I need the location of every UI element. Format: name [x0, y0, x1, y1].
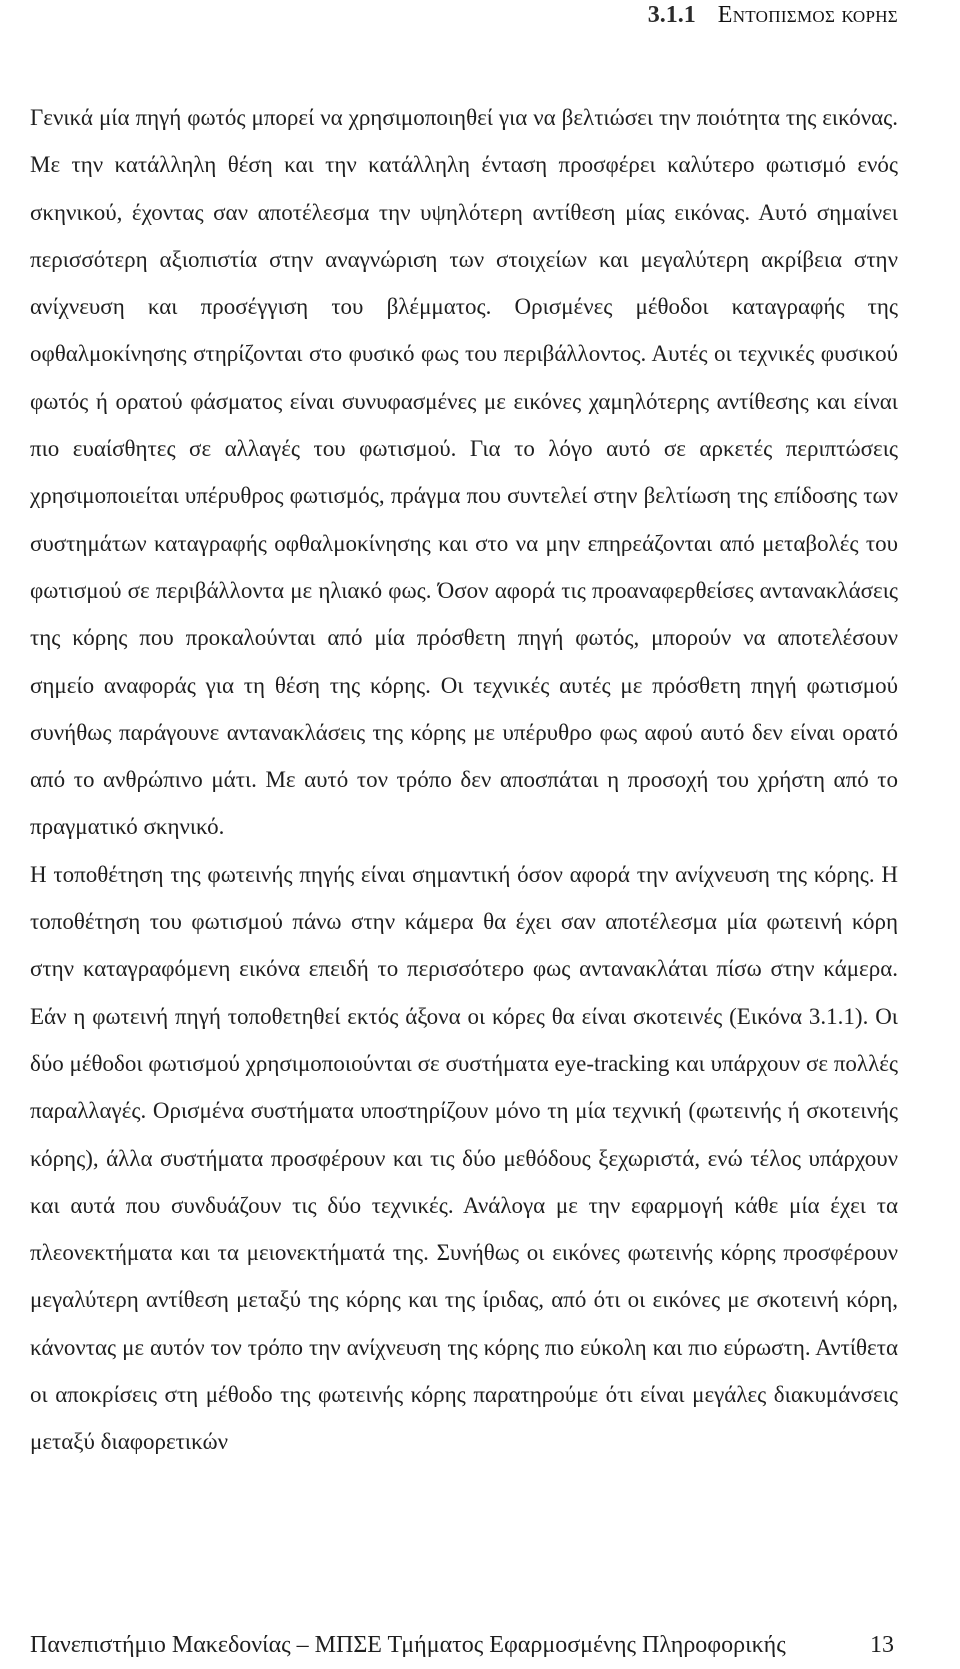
page-footer — [30, 1630, 898, 1660]
section-title: Εντοπισμοσ κορησ — [717, 2, 898, 28]
footer-text: Πανεπιστήμιο Μακεδονίας – ΜΠΣΕ Τμήματος Εφαρμοσμένης Πληροφορικής — [30, 1632, 786, 1658]
page-number: 13 — [870, 1632, 894, 1658]
section-heading — [648, 0, 898, 30]
section-number: 3.1.1 — [647, 2, 696, 28]
paragraph: Η τοποθέτηση της φωτεινής πηγής είναι σημαντική όσον αφορά την ανίχνευση της κόρης. Η τοποθέτηση του φωτισμού πάνω στην κάμερα θα έχει σαν αποτέλεσμα μία φωτεινή κόρη στην καταγραφόμενη εικόνα επειδή το περισσότερο φως αντανακλάται πίσω στην κάμερα. Εάν η φωτεινή πηγή τοποθετηθεί εκτός άξονα οι κόρες θα είναι σκοτεινές (Εικόνα 3.1.1). Οι δύο μέθοδοι φωτισμού χρησιμοποιούνται σε συστήματα eye-tracking και υπάρχουν σε πολλές παραλλαγές. Ορισμένα συστήματα υποστηρίζουν μόνο τη μία τεχνική (φωτεινής ή σκοτεινής κόρης), άλλα συστήματα προσφέρουν και τις δύο μεθόδους ξεχωριστά, ενώ τέλος υπάρχουν και αυτά που συνδυάζουν τις δύο τεχνικές. Ανάλογα με την εφαρμογή κάθε μία έχει τα πλεονεκτήματα και τα μειονεκτήματά της. Συνήθως οι εικόνες φωτεινής κόρης προσφέρουν μεγαλύτερη αντίθεση μεταξύ της κόρης και της ίριδας, από ότι οι εικόνες με σκοτεινή κόρη, κάνοντας με αυτόν τον τρόπο την ανίχνευση της κόρης πιο εύκολη και πιο εύρωστη. Αντίθετα οι αποκρίσεις στη μέθοδο της φωτεινής κόρης παρατηρούμε ότι είναι μεγάλες διακυμάνσεις μεταξύ διαφορετικών — [30, 861, 898, 1455]
body-text — [30, 94, 898, 1466]
paragraph: Γενικά μία πηγή φωτός μπορεί να χρησιμοποιηθεί για να βελτιώσει την ποιότητα της εικόνας. Με την κατάλληλη θέση και την κατάλληλη ένταση προσφέρει καλύτερο φωτισμό ενός σκηνικού, έχοντας σαν αποτέλεσμα την υψηλότερη αντίθεση μίας εικόνας. Αυτό σημαίνει περισσότερη αξιοπιστία στην αναγνώριση των στοιχείων και μεγαλύτερη ακρίβεια στην ανίχνευση και προσέγγιση του βλέμματος. Ορισμένες μέθοδοι καταγραφής της οφθαλμοκίνησης στηρίζονται στο φυσικό φως του περιβάλλοντος. Αυτές οι τεχνικές φυσικού φωτός ή ορατού φάσματος είναι συνυφασμένες με εικόνες χαμηλότερης αντίθεσης και είναι πιο ευαίσθητες σε αλλαγές του φωτισμού. Για το λόγο αυτό σε αρκετές περιπτώσεις χρησιμοποιείται υπέρυθρος φωτισμός, πράγμα που συντελεί στην βελτίωση της επίδοσης των συστημάτων καταγραφής οφθαλμοκίνησης και στο να μην επηρεάζονται από μεταβολές του φωτισμού σε περιβάλλοντα με ηλιακό φως. Όσον αφορά τις προαναφερθείσες αντανακλάσεις της κόρης που προκαλούνται από μία πρόσθετη πηγή φωτός, μπορούν να αποτελέσουν σημείο αναφοράς για τη θέση της κόρης. Οι τεχνικές αυτές με πρόσθετη πηγή φωτισμού συνήθως παράγουνε αντανακλάσεις της κόρης με υπέρυθρο φως αφού αυτό δεν είναι ορατό από το ανθρώπινο μάτι. Με αυτό τον τρόπο δεν αποσπάται η προσοχή του χρήστη από το πραγματικό σκηνικό. — [30, 105, 898, 840]
